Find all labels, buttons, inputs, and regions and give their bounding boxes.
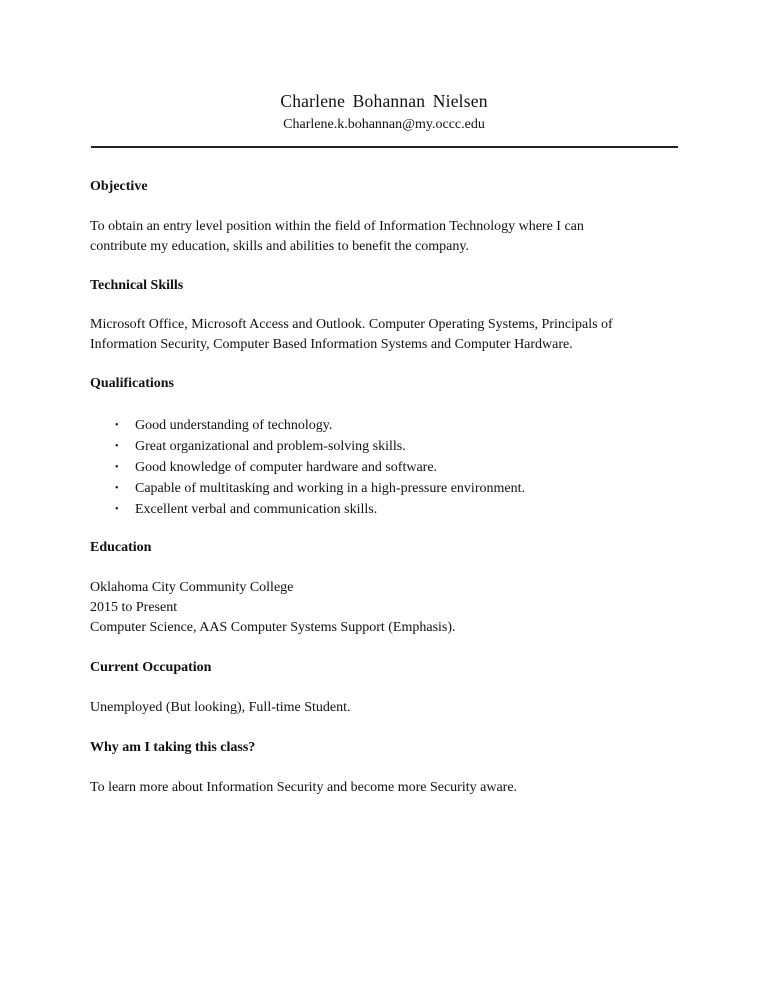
bullet-icon: • (115, 483, 119, 494)
list-item (90, 478, 680, 499)
bullet-icon: • (115, 441, 119, 452)
qualification-text: Good understanding of technology. (135, 418, 333, 433)
current-occupation-text: Unemployed (But looking), Full-time Student. (90, 700, 351, 715)
why-class-heading: Why am I taking this class? (90, 740, 256, 755)
list-item (90, 457, 680, 478)
education-line: Computer Science, AAS Computer Systems Support (Emphasis). (90, 620, 456, 635)
why-class-text: To learn more about Information Security and become more Security aware. (90, 780, 518, 795)
resume-body (90, 177, 680, 798)
technical-skills-line: Microsoft Office, Microsoft Access and Outlook. Computer Operating Systems, Principals of (90, 317, 613, 332)
technical-skills-section (90, 276, 680, 356)
qualifications-list (90, 415, 680, 520)
resume-email: Charlene.k.bohannan@my.occc.edu (283, 117, 485, 132)
list-item (90, 415, 680, 436)
list-item (90, 499, 680, 520)
list-item (90, 436, 680, 457)
qualification-text: Great organizational and problem-solving skills. (135, 439, 406, 454)
education-heading: Education (90, 540, 152, 555)
education-line: 2015 to Present (90, 600, 178, 615)
why-class-section (90, 738, 680, 798)
current-occupation-heading: Current Occupation (90, 660, 212, 675)
qualifications-heading: Qualifications (90, 376, 175, 391)
qualification-text: Excellent verbal and communication skills. (135, 502, 378, 517)
bullet-icon: • (115, 462, 119, 473)
qualification-text: Good knowledge of computer hardware and software. (135, 460, 438, 475)
objective-line: contribute my education, skills and abilities to benefit the company. (90, 238, 469, 254)
resume-name: Charlene Bohannan Nielsen (280, 91, 488, 111)
technical-skills-heading: Technical Skills (90, 277, 184, 293)
current-occupation-section (90, 658, 680, 718)
header-divider (91, 146, 678, 148)
qualifications-section (90, 374, 680, 520)
objective-line: To obtain an entry level position within the field of Information Technology where I can (90, 218, 584, 234)
education-section (90, 538, 680, 638)
bullet-icon: • (115, 504, 119, 515)
technical-skills-line: Information Security, Computer Based Information Systems and Computer Hardware. (90, 337, 573, 352)
objective-section (90, 177, 680, 257)
qualification-text: Capable of multitasking and working in a high-pressure environment. (135, 481, 525, 496)
education-line: Oklahoma City Community College (90, 580, 294, 595)
objective-heading: Objective (90, 179, 148, 194)
bullet-icon: • (115, 420, 119, 431)
